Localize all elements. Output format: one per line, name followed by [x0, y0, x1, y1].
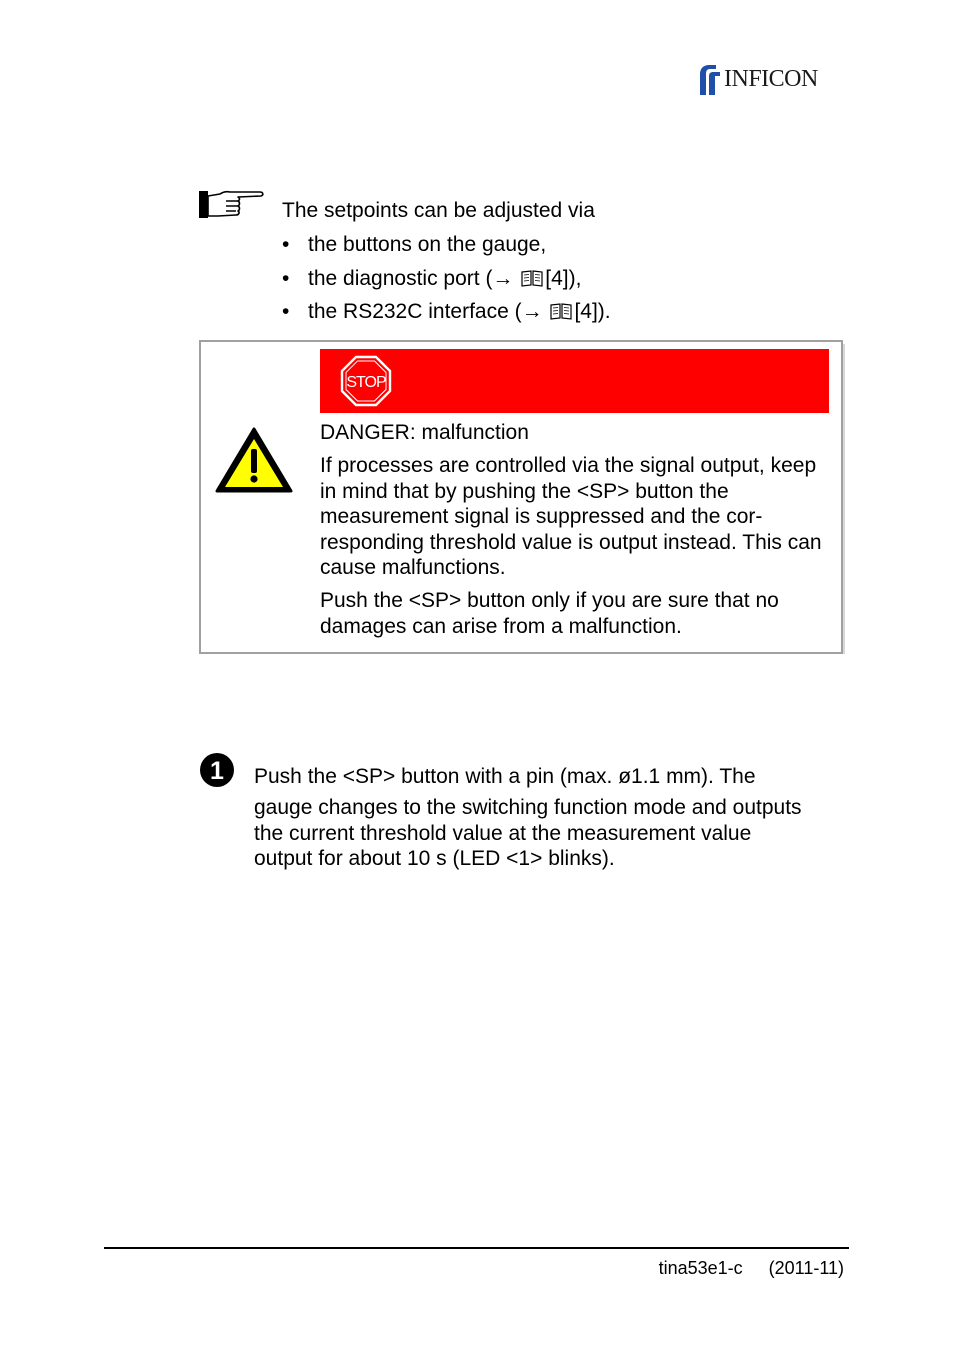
step-number-icon: [199, 752, 235, 788]
step-line: output for about 10 s (LED <1> blinks).: [254, 847, 615, 871]
list-item: [282, 231, 611, 265]
document-date: (2011-11): [768, 1258, 844, 1278]
reference-link[interactable]: [4]).: [574, 300, 611, 323]
inficon-logo: [694, 62, 818, 96]
danger-title: DANGER: malfunction: [320, 421, 529, 444]
danger-paragraph: Push the <SP> button only if you are sure that no damages can arise from a malfunction.: [320, 589, 779, 638]
footer: [659, 1257, 844, 1279]
list-item-text: the buttons on the gauge,: [308, 233, 547, 256]
list-item: [282, 265, 611, 299]
setpoint-methods-list: [282, 231, 611, 332]
book-icon: [521, 269, 543, 287]
step-line: gauge changes to the switching function mode and outputs: [254, 796, 802, 819]
warning-triangle-icon: [214, 425, 294, 495]
note-intro: The setpoints can be adjusted via: [282, 199, 595, 222]
step-line: the current threshold value at the measurement value: [254, 821, 752, 845]
list-item: [282, 298, 611, 332]
reference-link[interactable]: [4]),: [545, 266, 582, 290]
book-icon: [550, 302, 572, 320]
footer-rule: [104, 1247, 849, 1249]
pointing-hand-icon: [198, 188, 266, 220]
step-line: Push the <SP> button with a pin (max. ø1.1 mm). The: [254, 765, 756, 788]
inficon-logo-mark-icon: [694, 62, 722, 96]
stop-sign-label: STOP: [346, 374, 386, 391]
list-item-text: the diagnostic port (→: [308, 266, 520, 290]
step-instruction: [254, 764, 844, 872]
danger-paragraph: If processes are controlled via the signal output, keep in mind that by pushing the <SP> button the measurement signal is suppressed and the cor- responding threshold value is output instead. This can cause malfunctions.: [320, 454, 822, 580]
document-id: tina53e1-c: [658, 1258, 743, 1278]
danger-header-bar: [320, 349, 829, 413]
step-number: 1: [210, 757, 224, 785]
logo-text: INFICON: [724, 65, 818, 92]
stop-sign-icon: [340, 355, 392, 407]
list-item-text: the RS232C interface (→: [308, 300, 549, 323]
